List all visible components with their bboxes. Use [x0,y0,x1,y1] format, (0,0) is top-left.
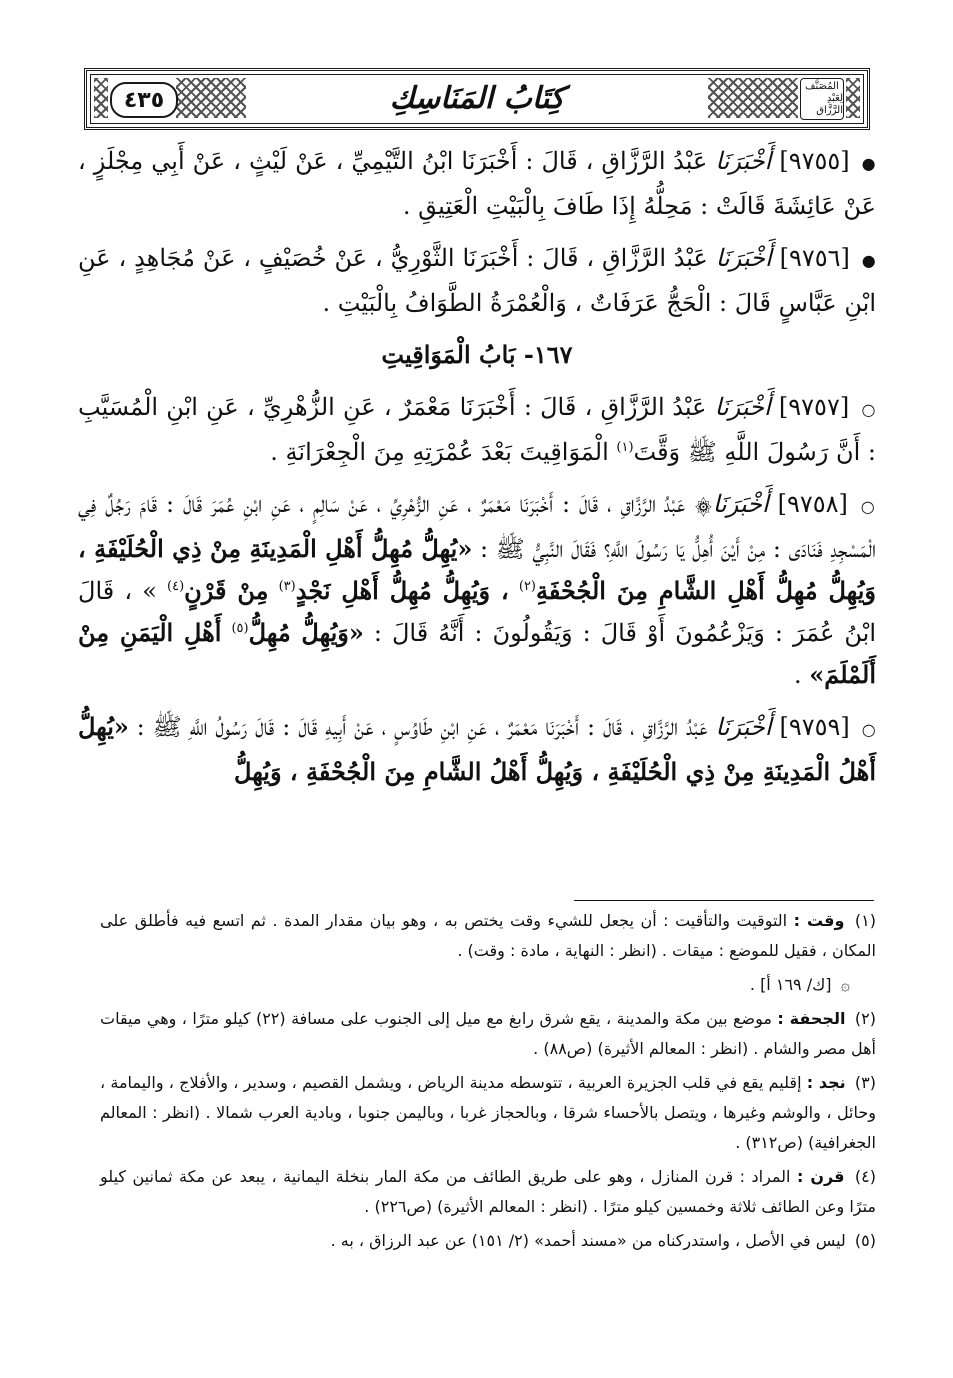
hadith-number: [٩٧٥٦] [779,244,850,272]
footnote-ref[interactable]: (٤) [167,579,185,594]
hadith-number: [٩٧٥٩] [779,713,850,741]
footnote-ref[interactable]: (٣) [278,579,296,594]
circle-mark: ○ [861,400,876,419]
footnote-2 [100,1004,876,1064]
footnote-number: (٥) [854,1231,876,1250]
hadith-number: [٩٧٥٨] [777,490,848,518]
footnote-keyword: وقت : [793,911,845,930]
footnote-number: (١) [854,911,876,930]
footnote-3 [100,1068,876,1158]
publisher-logo [800,78,844,120]
manuscript-mark: ۞ [840,975,850,994]
footnote-text: ليس في الأصل ، واستدركناه من «مسند أحمد» (٢/ ١٥١) عن عبد الرزاق ، به . [330,1231,846,1250]
akhbarana-word: أَخْبَرَنَا [712,490,769,518]
prophetic-text: «يُهِلُّ أَهْلُ الْمَدِينَةِ مِنْ ذِي الْحُلَيْفَةِ ، وَيُهِلُّ أَهْلُ الشَّامِ مِنَ الْجُحْفَةِ ، وَيُهِلُّ [78,712,876,786]
hadith-text: عَبْدُ الرَّزَّاقِ ، قَالَ : أَخْبَرَنَا الثَّوْرِيُّ ، عَنْ خُصَيْفٍ ، عَنْ مُجَاهِدٍ ، عَنِ ابْنِ عَبَّاسٍ قَالَ : الْحَجُّ عَرَفَاتٌ ، وَالْعُمْرَةُ الطَّوَافُ بِالْبَيْتِ . [78,244,876,317]
hadith-text: عَبْدُ الرَّزَّاقِ ، قَالَ : أَخْبَرَنَا مَعْمَرٌ ، عَنِ ابْنِ طَاوُسٍ ، عَنْ أَبِيهِ قَالَ : قَالَ رَسُولُ اللَّهِ ﷺ : [136,713,708,741]
hadith-9759 [78,706,876,793]
footnote-keyword: الجحفة : [777,1009,846,1028]
hadith-9756 [78,237,876,324]
footnote-text: إقليم يقع في قلب الجزيرة العربية ، تتوسطه مدينة الرياض ، ويشمل القصيم ، وسدير ، والأفلاج ، واليمامة ، وحائل ، والوشم وغيرها ، ويتصل بالأحساء شرقا ، وبالحجاز غربا ، وباليمن جنوبا ، وبادية العرب شمالا . (انظر : المعالم الجغرافية) (ص٣١٢) . [100,1073,876,1152]
akhbarana-word: أَخْبَرَنَا [715,713,772,741]
prophetic-text: «يُهِلُّ مُهِلُّ أَهْلِ الْمَدِينَةِ مِنْ ذِي الْحُلَيْفَةِ ، وَيُهِلُّ مُهِلُّ أَهْلِ الشَّامِ مِنَ الْجُحْفَةِ [78,534,876,605]
akhbarana-word: أَخْبَرَنَا [714,393,771,421]
footnote-1 [100,906,876,966]
hadith-text: عَبْدُ الرَّزَّاقِ ، قَالَ : أَخْبَرَنَا ابْنُ التَّيْمِيِّ ، عَنْ لَيْثٍ ، عَنْ أَبِي مِجْلَزٍ ، عَنْ عَائِشَةَ قَالَتْ : مَحِلُّهُ إِذَا طَافَ بِالْبَيْتِ الْعَتِيقِ . [78,147,876,220]
footnote-ref[interactable]: (٢) [518,579,536,594]
hadith-text: . [793,661,802,689]
footnote-text: موضع بين مكة والمدينة ، يقع شرق رابغ مع ميل إلى الجنوب على مسافة (٢٢) كيلو مترًا ، وهي ميقات أهل مصر والشام . (انظر : المعالم الأثيرة) (ص٨٨) . [100,1009,876,1058]
logo-line-1: المُصَنَّف [805,81,839,92]
footnote-separator [574,900,874,901]
chapter-heading: ١٦٧- بَابُ الْمَوَاقِيتِ [381,340,573,369]
manuscript-mark: ۞ [694,490,713,518]
bullet-mark: ● [861,251,876,270]
circle-mark: ○ [860,497,876,516]
prophetic-text: ، وَيُهِلُّ مُهِلُّ أَهْلِ نَجْدٍ [295,576,509,605]
ornament-pattern [94,78,108,118]
hadith-number: [٩٧٥٥] [779,147,850,175]
footnote-text: المراد : قرن المنازل ، وهو على طريق الطائف من مكة المار بنخلة اليمانية ، يبعد عن مكة ثمانين كيلو مترًا وعن الطائف ثلاثة وخمسين كيلو مترًا . (انظر : المعالم الأثيرة) (ص٢٢٦) . [100,1167,876,1216]
ornament-pattern [176,78,246,118]
footnote-ref[interactable]: (٥) [231,621,249,636]
hadith-text: الْمَوَاقِيتَ بَعْدَ عُمْرَتِهِ مِنَ الْجِعْرَانَةِ . [270,438,609,466]
footnote-ref[interactable]: (١) [616,440,634,455]
hadith-9758 [78,483,876,696]
page-header [84,68,870,130]
footnote-keyword: قرن : [796,1167,845,1186]
footnote-text: التوقيت والتأقيت : أن يجعل للشيء وقت يختص به ، وهو بيان مقدار المدة . ثم اتسع فيه فأطلق على المكان ، فقيل للموضع : ميقات . (انظر : النهاية ، مادة : وقت) . [100,911,876,960]
page-number: ٤٣٥ [110,82,178,118]
footnote-number: (٣) [854,1073,876,1092]
book-title: كِتَابُ المَنَاسِكِ [250,76,704,120]
bullet-mark: ● [861,154,877,173]
prophetic-text: أَهْلِ الْيَمَنِ مِنْ أَلَمْلَمَ» [78,618,876,689]
prophetic-text: «وَيُهِلُّ مُهِلُّ [248,618,364,647]
circle-mark: ○ [861,720,876,739]
footnotes [100,906,876,1260]
akhbarana-word: أَخْبَرَنَا [715,147,772,175]
footnote-text: [ك/ ١٦٩ أ] . [749,975,832,994]
hadith-number: [٩٧٥٧] [778,393,850,421]
footnote-4 [100,1162,876,1222]
main-text [78,140,876,803]
hadith-text: » ، قَالَ ابْنُ عُمَرَ : وَيَزْعُمُونَ أَوْ قَالَ : وَيَقُولُونَ : أَنَّهُ قَالَ : [78,577,877,647]
hadith-9755 [78,140,876,227]
logo-line-2: لِعَبْدِ الرَّزَّاق [816,93,843,116]
footnote-keyword: نجد : [806,1073,846,1092]
footnote-5 [100,1226,876,1256]
akhbarana-word: أَخْبَرَنَا [715,244,772,272]
hadith-text: عَبْدُ الرَّزَّاقِ ، قَالَ : أَخْبَرَنَا مَعْمَرٌ ، عَنِ الزُّهْرِيِّ ، عَنْ سَالِمٍ ، عَنِ ابْنِ عُمَرَ قَالَ : قَامَ رَجُلٌ فِي الْمَسْجِدِ فَنَادَى : مِنْ أَيْنَ أُهِلُّ يَا رَسُولَ اللَّهِ؟ فَقَالَ النَّبِيُّ ﷺ : [78,490,876,563]
ornament-pattern [708,78,798,118]
hadith-9757 [78,386,876,473]
hadith-text: عَبْدُ الرَّزَّاقِ ، قَالَ : أَخْبَرَنَا مَعْمَرٌ ، عَنِ الزُّهْرِيِّ ، عَنِ ابْنِ الْمُسَيَّبِ : أَنَّ رَسُولَ اللَّهِ ﷺ وَقَّتَ [78,393,876,466]
footnote-manuscript [100,970,850,1000]
ornament-pattern [846,78,860,118]
prophetic-text: مِنْ قَرْنٍ [184,576,269,605]
footnote-number: (٤) [854,1167,877,1186]
footnote-number: (٢) [854,1009,876,1028]
